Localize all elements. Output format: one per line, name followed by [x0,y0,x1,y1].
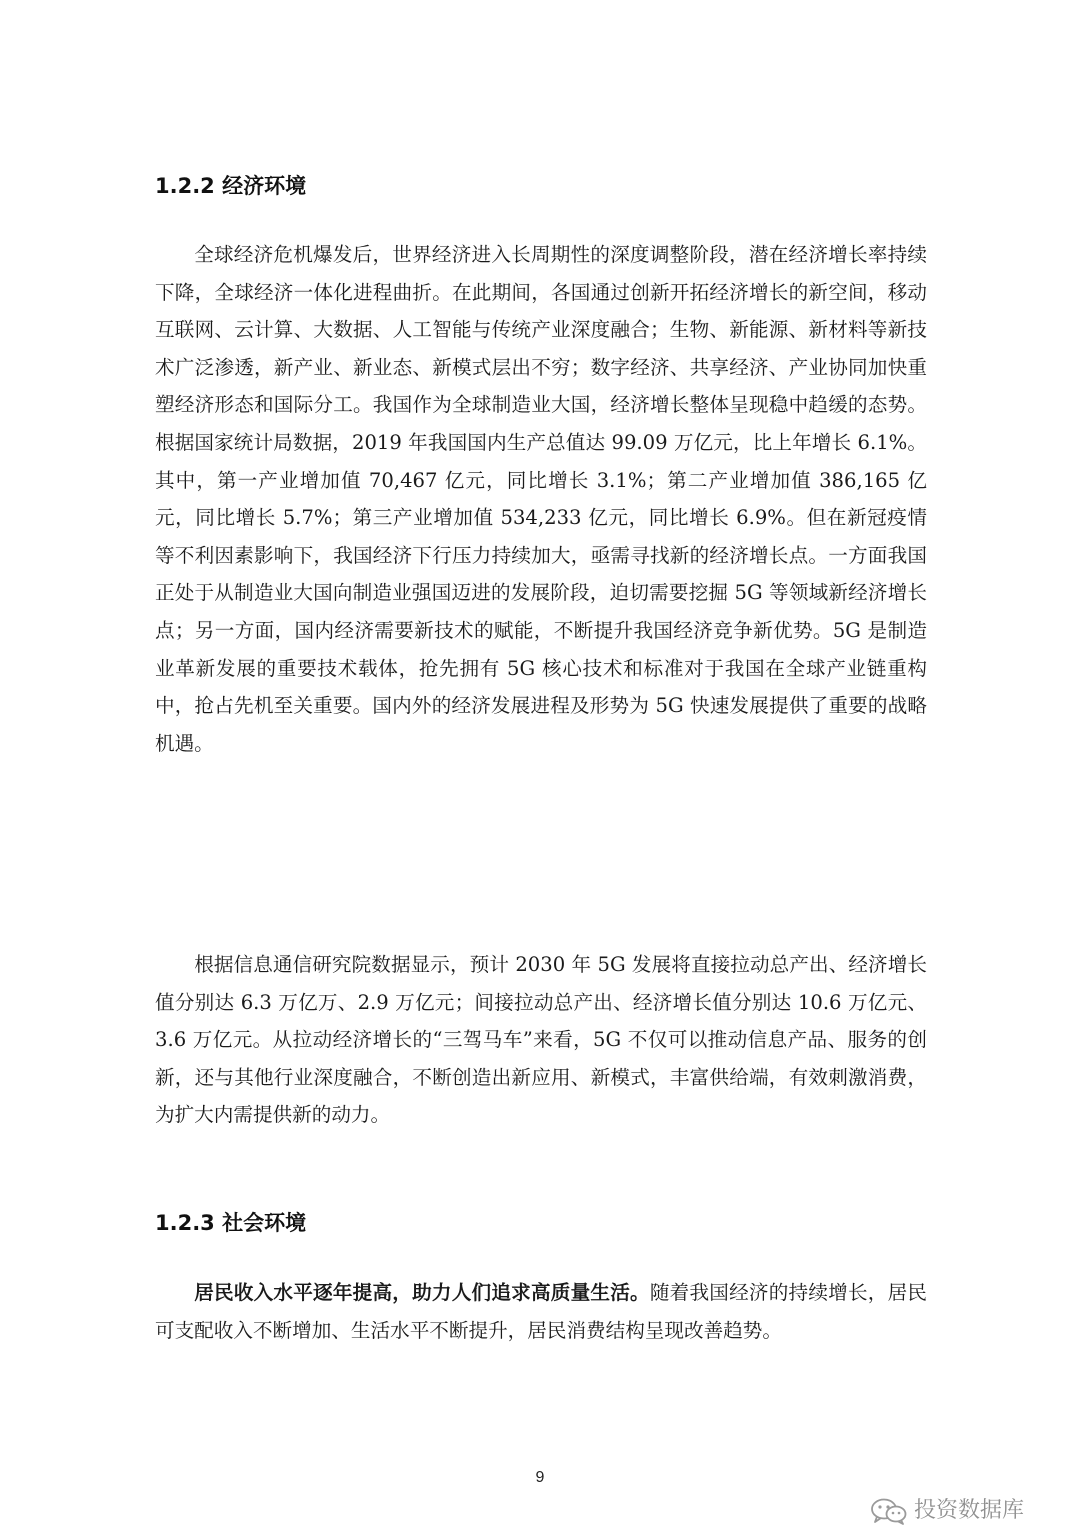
social-paragraph-body: 随着我国经济的持续增长，居民可支配收入不断增加、生活水平不断提升，居民消费结构呈现改善趋势。 [155,1281,928,1342]
watermark [870,1496,1024,1526]
section-heading-social-environment: 1.2.3 社会环境 [155,1211,307,1235]
watermark-text: 投资数据库 [914,1498,1025,1523]
economic-paragraph-2: 根据信息通信研究院数据显示，预计 2030 年 5G 发展将直接拉动总产出、经济增长值分别达 6.3 万亿万、2.9 万亿元；间接拉动总产出、经济增长值分别达 10.6 万亿元、3.6 万亿元。从拉动经济增长的“三驾马车”来看，5G 不仅可以推动信息产品、服务的创新，还与其他行业深度融合，不断创造出新应用、新模式，丰富供给端，有效刺激消费，为扩大内需提供新的动力。 [155,953,927,1127]
economic-paragraph-1: 全球经济危机爆发后，世界经济进入长周期性的深度调整阶段，潜在经济增长率持续下降，全球经济一体化进程曲折。在此期间，各国通过创新开拓经济增长的新空间，移动互联网、云计算、大数据、人工智能与传统产业深度融合；生物、新能源、新材料等新技术广泛渗透，新产业、新业态、新模式层出不穷；数字经济、共享经济、产业协同加快重塑经济形态和国际分工。我国作为全球制造业大国，经济增长整体呈现稳中趋缓的态势。根据国家统计局数据，2019 年我国国内生产总值达 99.09 万亿元，比上年增长 6.1%。其中，第一产业增加值 70,467 亿元，同比增长 3.1%；第二产业增加值 386,165 亿元，同比增长 5.7%；第三产业增加值 534,233 亿元，同比增长 6.9%。但在新冠疫情等不利因素影响下，我国经济下行压力持续加大，亟需寻找新的经济增长点。一方面我国正处于从制造业大国向制造业强国迈进的发展阶段，迫切需要挖掘 5G 等领域新经济增长点；另一方面，国内经济需要新技术的赋能，不断提升我国经济竞争新优势。5G 是制造业革新发展的重要技术载体，抢先拥有 5G 核心技术和标准对于我国在全球产业链重构中，抢占先机至关重要。国内外的经济发展进程及形势为 5G 快速发展提供了重要的战略机遇。 [155,243,927,755]
wechat-icon [870,1497,908,1525]
social-paragraph-lead: 居民收入水平逐年提高，助力人们追求高质量生活。 [194,1281,650,1304]
section-heading-economic-environment: 1.2.2 经济环境 [155,174,307,198]
page-number: 9 [535,1469,545,1486]
social-paragraph-1 [155,1274,927,1349]
